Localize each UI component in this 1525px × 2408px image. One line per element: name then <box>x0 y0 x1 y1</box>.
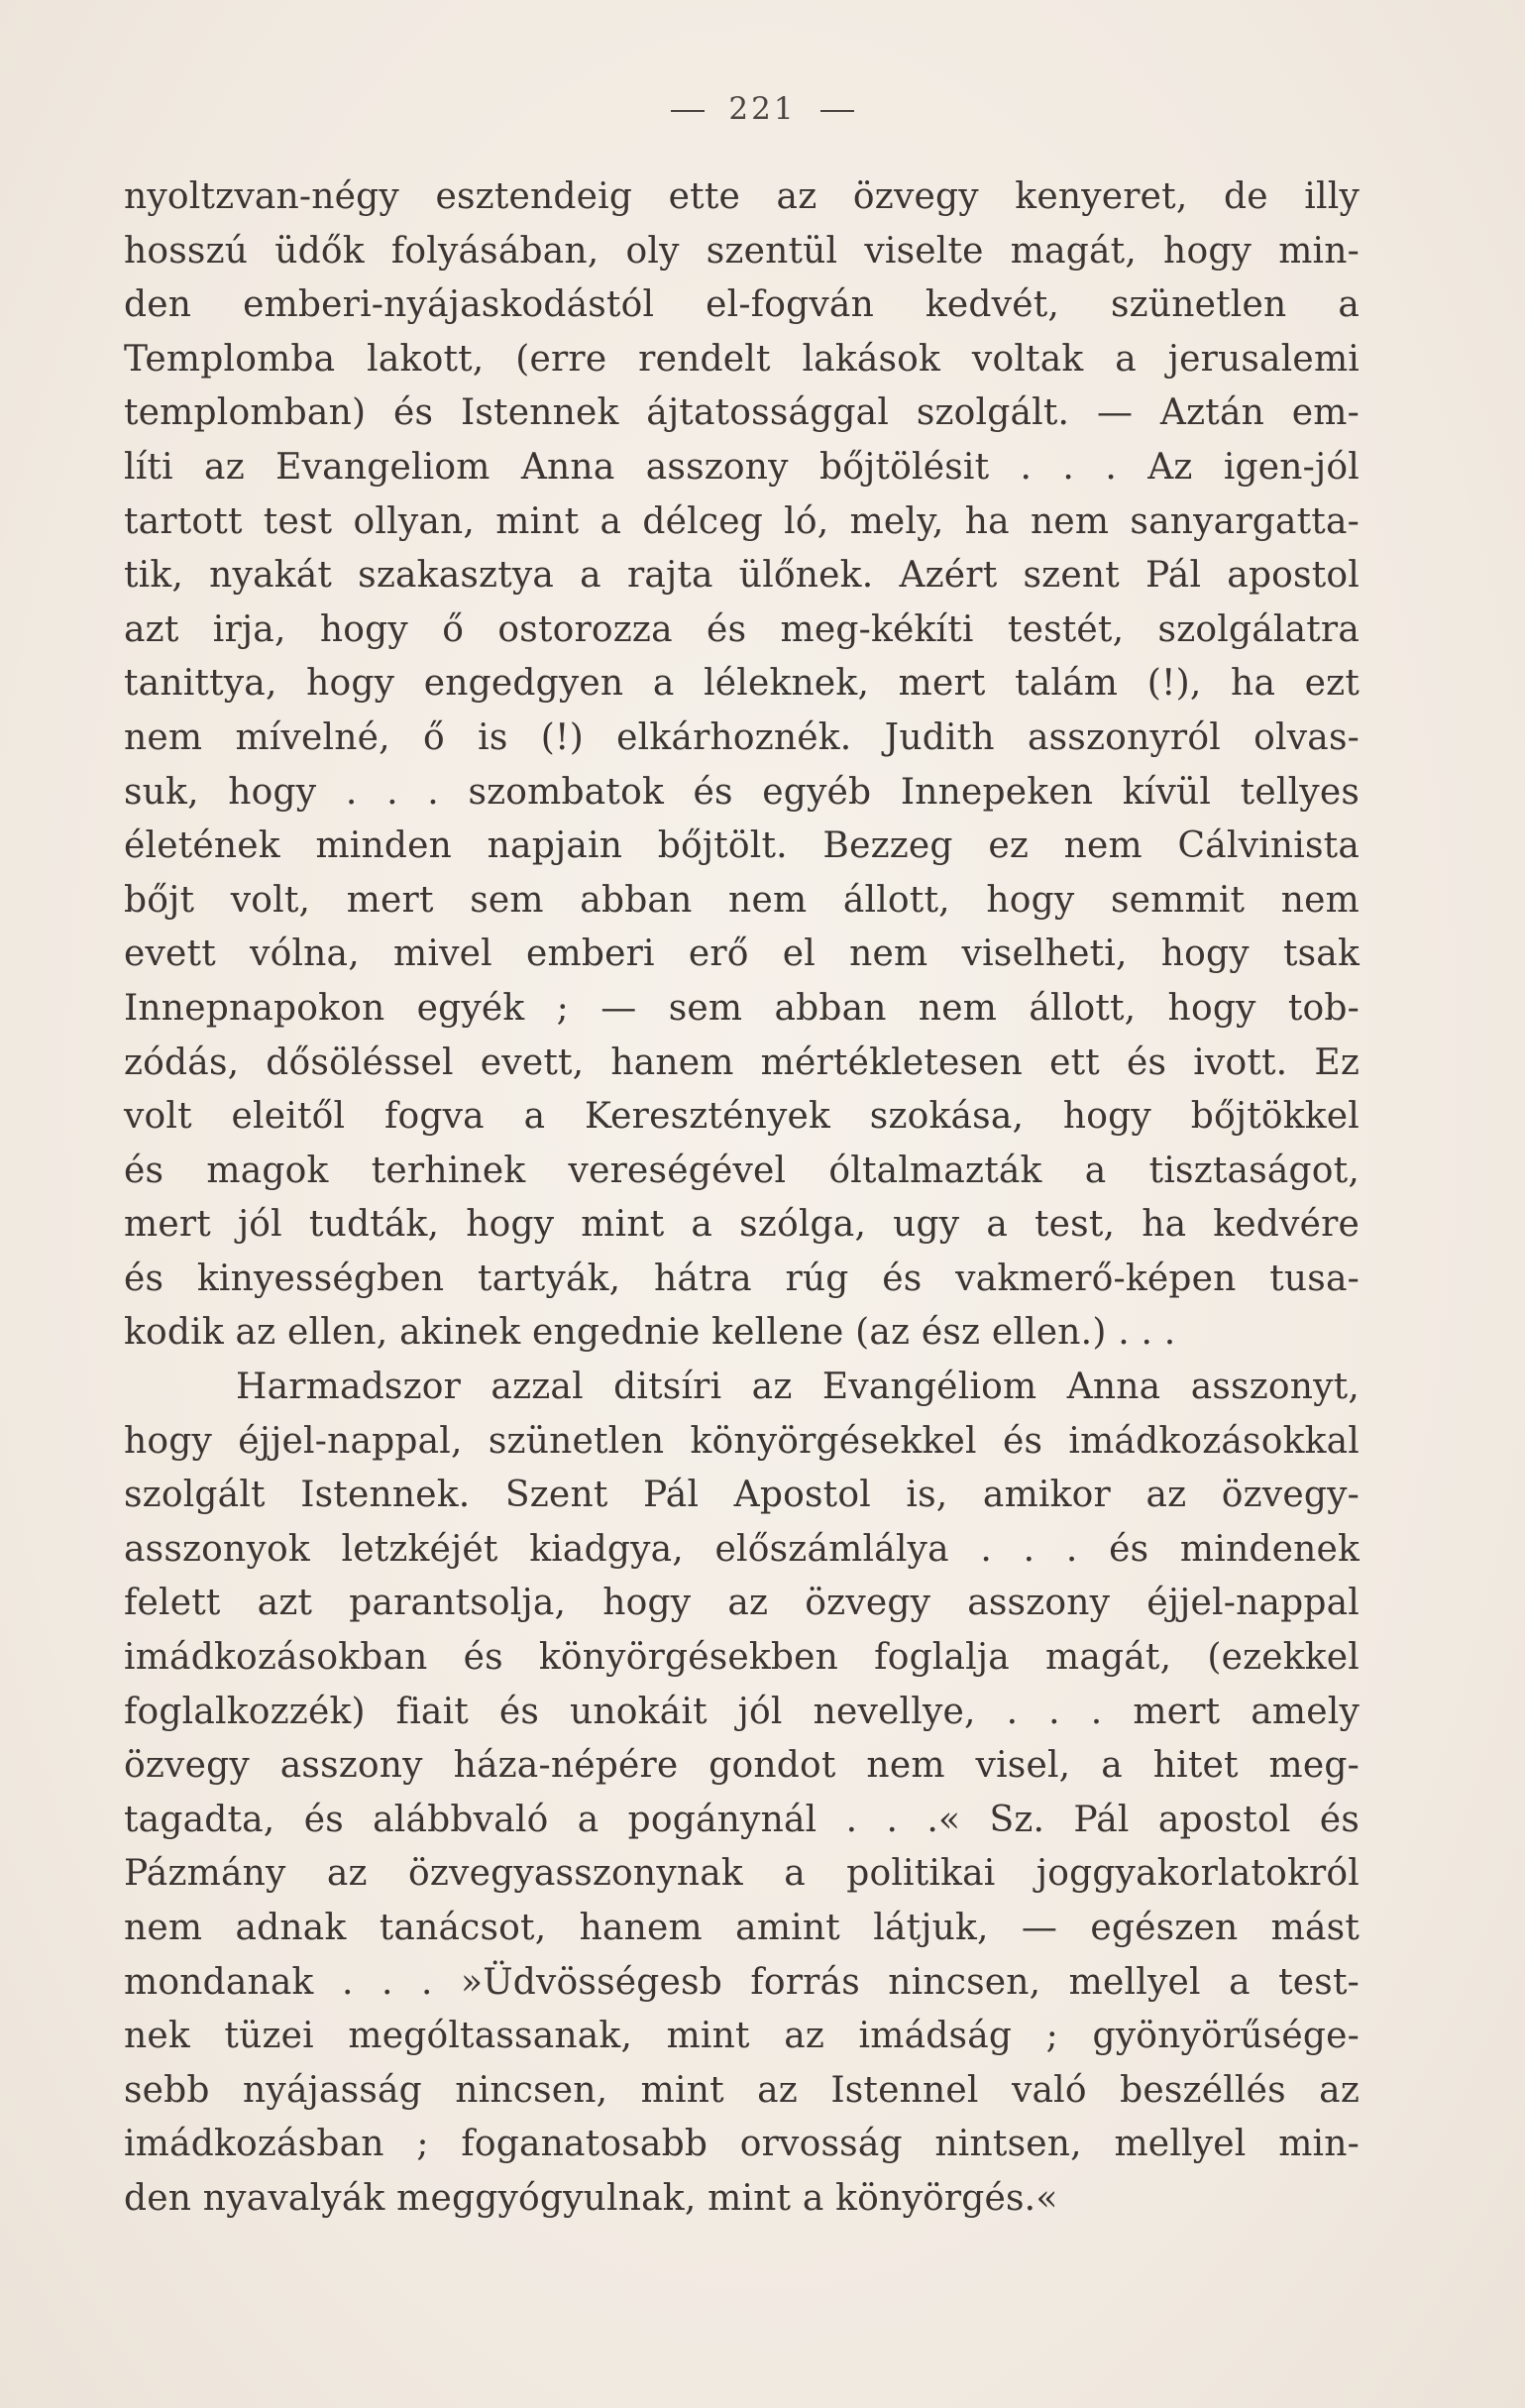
text-line: életének minden napjain bőjtölt. Bezzeg ez nem Cálvinista <box>124 825 1360 867</box>
header-dash-left <box>671 110 705 112</box>
text-line: nyoltzvan-négy esztendeig ette az özvegy kenyeret, de illy <box>124 176 1360 217</box>
text-line: tik, nyakát szakasztya a rajta ülőnek. Azért szent Pál apostol <box>124 555 1360 597</box>
text-line: tanittya, hogy engedgyen a léleknek, mert talám (!), ha ezt <box>124 663 1360 705</box>
text-line: mert jól tudták, hogy mint a szólga, ugy a test, ha kedvére <box>124 1204 1360 1246</box>
text-line: szolgált Istennek. Szent Pál Apostol is, amikor az özvegy- <box>124 1475 1360 1516</box>
text-line: den emberi-nyájaskodástól el-fogván kedvét, szünetlen a <box>124 284 1360 326</box>
text-line: imádkozásokban és könyörgésekben foglalja magát, (ezekkel <box>124 1637 1360 1679</box>
text-line: foglalkozzék) fiait és unokáit jól nevellye, . . . mert amely <box>124 1691 1360 1732</box>
text-line: Harmadszor azzal ditsíri az Evangéliom Anna asszonyt, <box>236 1367 1360 1408</box>
text-line: mondanak . . . »Üdvösségesb forrás nincsen, mellyel a test- <box>124 1961 1360 2003</box>
text-line: volt eleitől fogva a Keresztények szokása, hogy bőjtökkel <box>124 1096 1360 1138</box>
text-line: felett azt parantsolja, hogy az özvegy asszony éjjel-nappal <box>124 1583 1360 1624</box>
text-line: hosszú üdők folyásában, oly szentül viselte magát, hogy min- <box>124 230 1360 272</box>
text-line: és magok terhinek vereségével óltalmazták a tisztaságot, <box>124 1149 1360 1191</box>
text-line: sebb nyájasság nincsen, mint az Istennel való beszéllés az <box>124 2069 1360 2111</box>
text-line: den nyavalyák meggyógyulnak, mint a könyörgés.« <box>124 2177 1058 2219</box>
text-line: líti az Evangeliom Anna asszony bőjtölésit . . . Az igen-jól <box>124 446 1360 488</box>
page-number: 221 <box>728 91 797 127</box>
text-line: suk, hogy . . . szombatok és egyéb Innepeken kívül tellyes <box>124 771 1360 813</box>
text-line: nem mívelné, ő is (!) elkárhoznék. Judith asszonyról olvas- <box>124 716 1360 758</box>
text-line: bőjt volt, mert sem abban nem állott, hogy semmit nem <box>124 879 1360 921</box>
text-line: templomban) és Istennek ájtatossággal szolgált. — Aztán em- <box>124 392 1360 434</box>
body-text <box>124 170 1360 2227</box>
text-line: tagadta, és alábbvaló a pogánynál . . .« Sz. Pál apostol és <box>124 1799 1360 1840</box>
text-line: evett vólna, mivel emberi erő el nem viselheti, hogy tsak <box>124 933 1360 975</box>
text-line: imádkozásban ; foganatosabb orvosság nintsen, mellyel min- <box>124 2124 1360 2165</box>
text-line: hogy éjjel-nappal, szünetlen könyörgésekkel és imádkozásokkal <box>124 1420 1360 1462</box>
text-line: nek tüzei mególtassanak, mint az imádság ; gyönyörűsége- <box>124 2016 1360 2057</box>
text-line: Innepnapokon egyék ; — sem abban nem állott, hogy tob- <box>124 987 1360 1029</box>
text-line: zódás, dősöléssel evett, hanem mértékletesen ett és ivott. Ez <box>124 1041 1360 1083</box>
text-line: Pázmány az özvegyasszonynak a politikai joggyakorlatokról <box>124 1853 1360 1895</box>
text-line: nem adnak tanácsot, hanem amint látjuk, — egészen mást <box>124 1908 1360 1948</box>
text-line: azt irja, hogy ő ostorozza és meg-kékíti testét, szolgálatra <box>124 608 1360 650</box>
text-line: asszonyok letzkéjét kiadgya, előszámlálya . . . és mindenek <box>124 1528 1360 1570</box>
page-header <box>0 91 1525 127</box>
header-dash-right <box>820 110 854 112</box>
text-line: kodik az ellen, akinek engednie kellene (az ész ellen.) . . . <box>124 1312 1176 1354</box>
text-line: és kinyességben tartyák, hátra rúg és vakmerő-képen tusa- <box>124 1258 1360 1299</box>
text-line: özvegy asszony háza-népére gondot nem visel, a hitet meg- <box>124 1745 1360 1787</box>
text-line: Templomba lakott, (erre rendelt lakások voltak a jerusalemi <box>124 338 1360 380</box>
text-line: tartott test ollyan, mint a délceg ló, mely, ha nem sanyargatta- <box>124 500 1360 542</box>
